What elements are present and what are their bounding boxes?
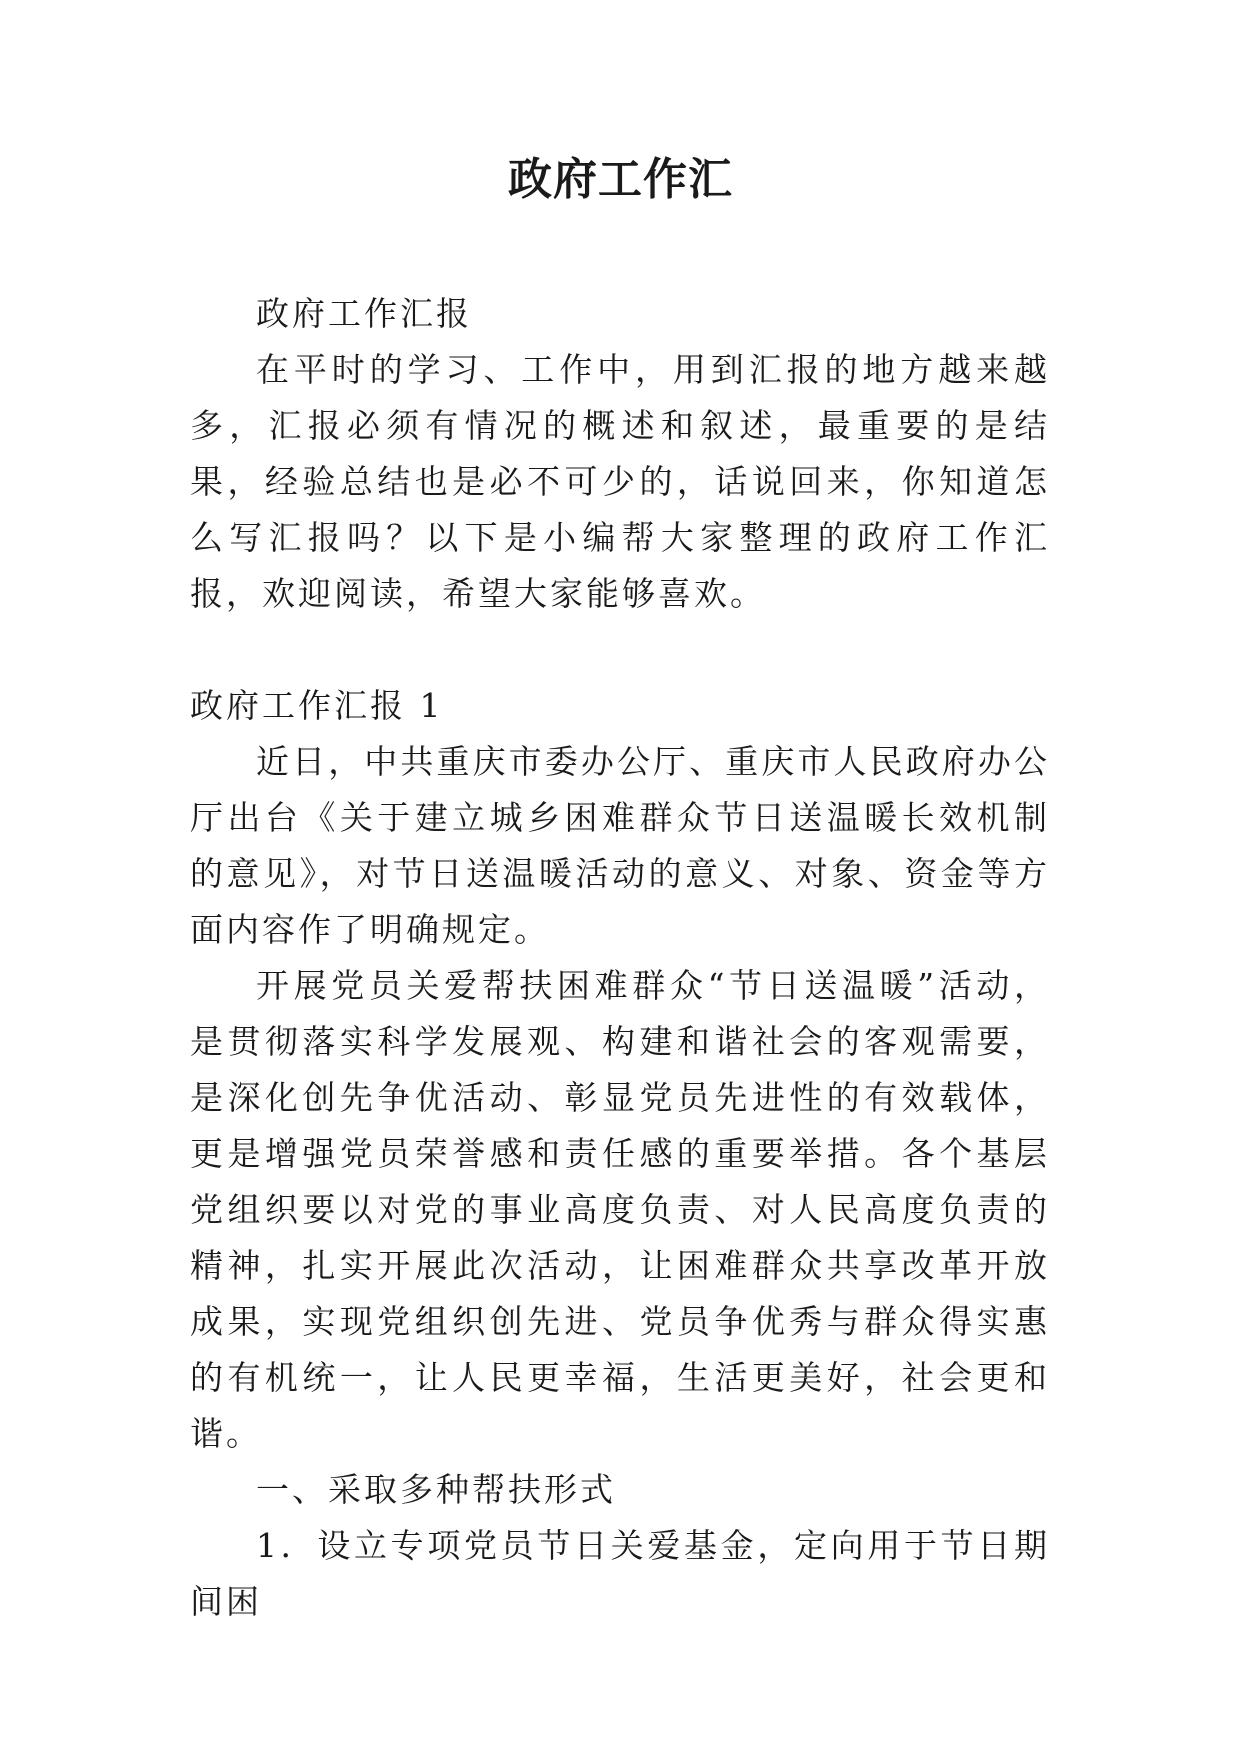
intro-paragraph: 在平时的学习、工作中，用到汇报的地方越来越多，汇报必须有情况的概述和叙述，最重要的是结果，经验总结也是必不可少的，话说回来，你知道怎么写汇报吗？以下是小编帮大家整理的政府工作汇报，欢迎阅读，希望大家能够喜欢。 [190, 350, 1050, 613]
list-item: 1．设立专项党员节日关爱基金，定向用于节日期间困 [190, 1526, 1050, 1621]
document-title: 政府工作汇 [508, 154, 733, 205]
subsection-heading: 一、采取多种帮扶形式 [256, 1470, 616, 1509]
subtitle-paragraph: 政府工作汇报 [256, 294, 472, 333]
document-body [190, 286, 1050, 1630]
body-paragraph: 开展党员关爱帮扶困难群众“节日送温暖”活动，是贯彻落实科学发展观、构建和谐社会的客观需要，是深化创先争优活动、彰显党员先进性的有效载体，更是增强党员荣誉感和责任感的重要举措。各个基层党组织要以对党的事业高度负责、对人民高度负责的精神，扎实开展此次活动，让困难群众共享改革开放成果，实现党组织创先进、党员争优秀与群众得实惠的有机统一，让人民更幸福，生活更美好，社会更和谐。 [190, 966, 1050, 1453]
section-heading: 政府工作汇报 1 [190, 686, 444, 725]
body-paragraph: 近日，中共重庆市委办公厅、重庆市人民政府办公厅出台《关于建立城乡困难群众节日送温暖长效机制的意见》，对节日送温暖活动的意义、对象、资金等方面内容作了明确规定。 [190, 742, 1050, 949]
